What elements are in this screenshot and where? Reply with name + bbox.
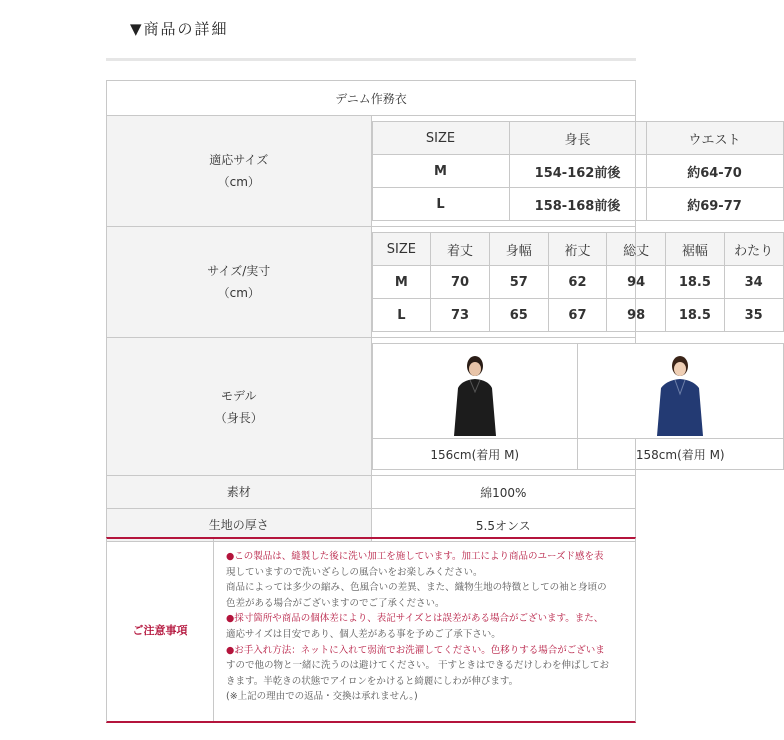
notes-line: ●お手入れ方法：ネットに入れて弱流でお洗濯してください。色移りする場合がございま bbox=[226, 644, 605, 656]
notes-line: 色差がある場合がございますのでご了承ください。 bbox=[226, 597, 445, 609]
fit-size-table bbox=[372, 121, 784, 221]
fit-size-label-line1: 適応サイズ bbox=[209, 153, 269, 167]
measure-cell: 18.5 bbox=[666, 299, 725, 332]
measure-cell: 35 bbox=[724, 299, 783, 332]
fit-size-label bbox=[107, 116, 372, 227]
notes-line: すので他の物と一緒に洗うのは避けてください。 干すときはできるだけしわを伸ばしてお bbox=[226, 660, 610, 672]
material-label: 素材 bbox=[107, 476, 372, 509]
fit-header: 身長 bbox=[509, 122, 646, 155]
measure-label bbox=[107, 227, 372, 338]
thickness-label: 生地の厚さ bbox=[107, 509, 372, 542]
measure-cell: 34 bbox=[724, 266, 783, 299]
fit-cell: 約69-77 bbox=[646, 188, 783, 221]
fit-size-label-line2: （cm） bbox=[217, 175, 260, 189]
material-value: 綿100% bbox=[371, 476, 636, 509]
notes-body bbox=[214, 539, 635, 721]
spec-table bbox=[106, 80, 774, 542]
notes-line: (※上記の理由での返品・交換は承れません。) bbox=[226, 691, 418, 703]
model-figure-2 bbox=[645, 352, 715, 436]
measure-table bbox=[372, 232, 784, 332]
measure-cell: 94 bbox=[607, 266, 666, 299]
garment-1 bbox=[454, 379, 496, 436]
model-label bbox=[107, 338, 372, 476]
measure-header: 裄丈 bbox=[548, 233, 607, 266]
fit-cell: 158-168前後 bbox=[509, 188, 646, 221]
notes-line: 商品によっては多少の縮み、色風合いの差異、また、織物生地の特徴としての袖と身頃の bbox=[226, 582, 607, 594]
measure-cell: 73 bbox=[431, 299, 490, 332]
model-caption-1: 156cm(着用 M) bbox=[372, 439, 578, 470]
measure-header: 総丈 bbox=[607, 233, 666, 266]
measure-header: SIZE bbox=[372, 233, 431, 266]
model-label-line1: モデル bbox=[221, 388, 257, 403]
measure-label-line1: サイズ/実寸 bbox=[207, 264, 271, 278]
notes-box bbox=[106, 537, 636, 723]
fit-header: ウエスト bbox=[646, 122, 783, 155]
measure-cell: M bbox=[372, 266, 431, 299]
thickness-value: 5.5オンス bbox=[371, 509, 636, 542]
measure-header: 身幅 bbox=[489, 233, 548, 266]
measure-label-line2: （cm） bbox=[217, 286, 260, 300]
measure-cell: 70 bbox=[431, 266, 490, 299]
model-caption-2: 158cm(着用 M) bbox=[578, 439, 784, 470]
fit-cell: 約64-70 bbox=[646, 155, 783, 188]
notes-line: ●この製品は、縫製した後に洗い加工を施しています。加工により商品のユーズド感を表 bbox=[226, 551, 604, 562]
measure-cell: 18.5 bbox=[666, 266, 725, 299]
measure-header: 着丈 bbox=[431, 233, 490, 266]
measure-header: わたり bbox=[724, 233, 783, 266]
measure-cell: 65 bbox=[489, 299, 548, 332]
model-photo-1 bbox=[372, 344, 578, 439]
notes-line: ●採寸箇所や商品の個体差により、表記サイズとは誤差がある場合がございます。また、 bbox=[226, 613, 604, 625]
fit-cell: L bbox=[372, 188, 509, 221]
garment-2 bbox=[657, 379, 703, 436]
model-figure-1 bbox=[440, 352, 510, 436]
fit-cell: 154-162前後 bbox=[509, 155, 646, 188]
fit-cell: M bbox=[372, 155, 509, 188]
section-title: ▼商品の詳細 bbox=[130, 20, 229, 38]
measure-header: 裾幅 bbox=[666, 233, 725, 266]
notes-line: 適応サイズは目安であり、個人差がある事を予めご了承下さい。 bbox=[226, 628, 501, 640]
title-divider bbox=[106, 58, 636, 61]
notes-line: きます。半乾きの状態でアイロンをかけると綺麗にしわが伸びます。 bbox=[226, 675, 519, 687]
notes-label: ご注意事項 bbox=[107, 539, 214, 721]
measure-cell: 62 bbox=[548, 266, 607, 299]
measure-cell: L bbox=[372, 299, 431, 332]
measure-cell: 57 bbox=[489, 266, 548, 299]
fit-header: SIZE bbox=[372, 122, 509, 155]
model-table bbox=[372, 343, 784, 470]
product-name: デニム作務衣 bbox=[107, 81, 636, 116]
measure-cell: 67 bbox=[548, 299, 607, 332]
measure-cell: 98 bbox=[607, 299, 666, 332]
notes-line: 現していますので洗いざらしの風合いをお楽しみください。 bbox=[226, 566, 483, 578]
model-photo-2 bbox=[578, 344, 784, 439]
model-label-line2: （身長） bbox=[214, 410, 263, 425]
